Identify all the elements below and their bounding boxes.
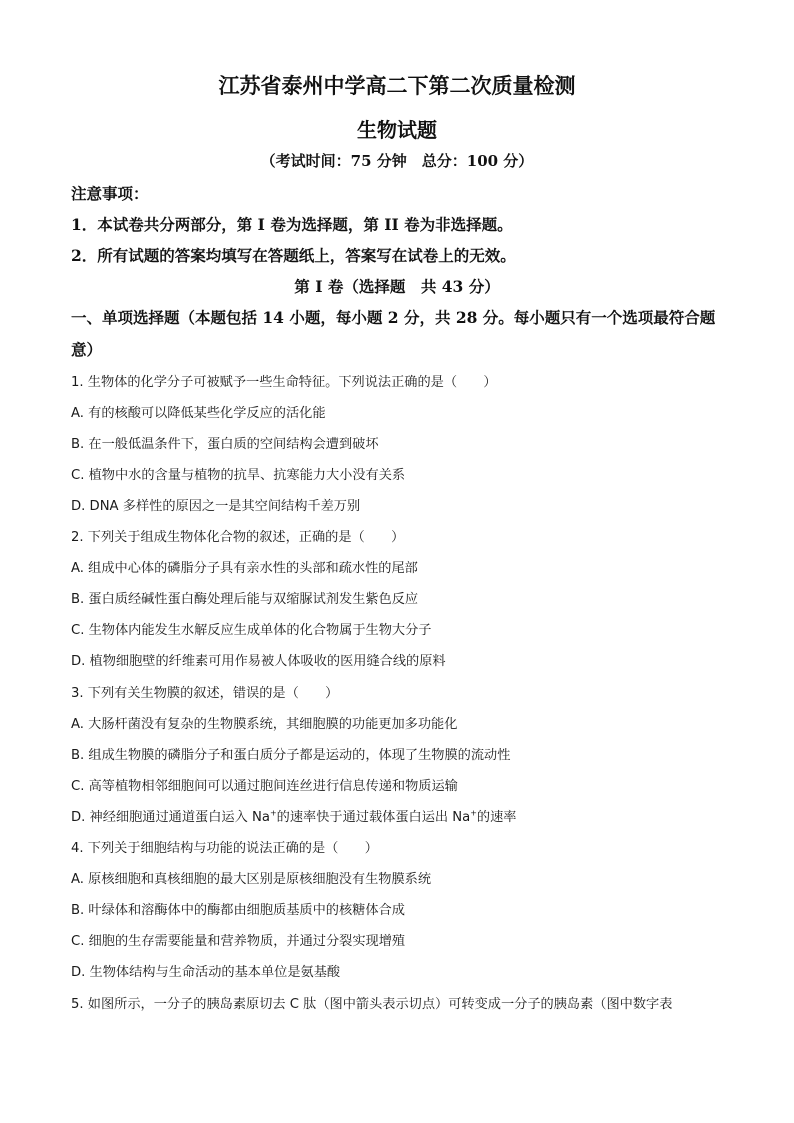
sodium-charge: + xyxy=(269,808,277,818)
subject-title: 生物试题 xyxy=(357,118,437,142)
option-d-text: 的速率 xyxy=(476,810,517,825)
notes-heading: 注意事项： xyxy=(71,184,149,203)
part-heading-cont: 意） xyxy=(71,340,103,359)
exam-title: 江苏省泰州中学高二下第二次质量检测 xyxy=(218,73,576,98)
question-stem: 5. 如图所示，一分子的胰岛素原切去 C 肽（图中箭头表示切点）可转变成一分子的胰岛素（图中数字表 xyxy=(71,997,673,1012)
question-option: D. 生物体结构与生命活动的基本单位是氨基酸 xyxy=(71,965,341,980)
question-option: A. 组成中心体的磷脂分子具有亲水性的头部和疏水性的尾部 xyxy=(71,561,418,576)
part-heading: 一、单项选择题（本题包括 14 小题，每小题 2 分，共 28 分。每小题只有一个选项最符合题 xyxy=(71,308,716,327)
question-option: C. 生物体内能发生水解反应生成单体的化合物属于生物大分子 xyxy=(71,623,432,638)
question-stem: 1. 生物体的化学分子可被赋予一些生命特征。下列说法正确的是（ ） xyxy=(71,375,497,390)
question-option: C. 植物中水的含量与植物的抗旱、抗寒能力大小没有关系 xyxy=(71,468,406,483)
section-title: 第 I 卷（选择题 共 43 分） xyxy=(294,277,500,296)
question-option xyxy=(71,806,516,825)
option-d-text: 的速率快于通过载体蛋白运出 Na xyxy=(276,810,471,825)
question-option: D. 植物细胞壁的纤维素可用作易被人体吸收的医用缝合线的原料 xyxy=(71,654,446,669)
question-option: B. 组成生物膜的磷脂分子和蛋白质分子都是运动的，体现了生物膜的流动性 xyxy=(71,748,511,763)
question-option: B. 蛋白质经碱性蛋白酶处理后能与双缩脲试剂发生紫色反应 xyxy=(71,592,419,607)
question-option: A. 原核细胞和真核细胞的最大区别是原核细胞没有生物膜系统 xyxy=(71,872,432,887)
option-d-text: D. 神经细胞通过通道蛋白运入 Na xyxy=(71,810,270,825)
question-option: B. 叶绿体和溶酶体中的酶都由细胞质基质中的核糖体合成 xyxy=(71,903,405,918)
question-option: D. DNA 多样性的原因之一是其空间结构千差万别 xyxy=(71,499,361,514)
question-option: C. 高等植物相邻细胞间可以通过胞间连丝进行信息传递和物质运输 xyxy=(71,779,458,794)
sodium-charge: + xyxy=(470,808,477,818)
note-item: 2．所有试题的答案均填写在答题纸上，答案写在试卷上的无效。 xyxy=(71,246,516,265)
note-item: 1．本试卷共分两部分，第 I 卷为选择题，第 II 卷为非选择题。 xyxy=(71,215,513,234)
question-stem: 4. 下列关于细胞结构与功能的说法正确的是（ ） xyxy=(71,841,378,856)
question-stem: 3. 下列有关生物膜的叙述，错误的是（ ） xyxy=(71,686,339,701)
question-option: B. 在一般低温条件下，蛋白质的空间结构会遭到破坏 xyxy=(71,437,379,452)
exam-info: （考试时间：75 分钟 总分：100 分） xyxy=(260,152,534,170)
question-option: C. 细胞的生存需要能量和营养物质，并通过分裂实现增殖 xyxy=(71,934,406,949)
question-option: A. 有的核酸可以降低某些化学反应的活化能 xyxy=(71,406,326,421)
question-option: A. 大肠杆菌没有复杂的生物膜系统，其细胞膜的功能更加多功能化 xyxy=(71,717,458,732)
question-stem: 2. 下列关于组成生物体化合物的叙述，正确的是（ ） xyxy=(71,530,405,545)
